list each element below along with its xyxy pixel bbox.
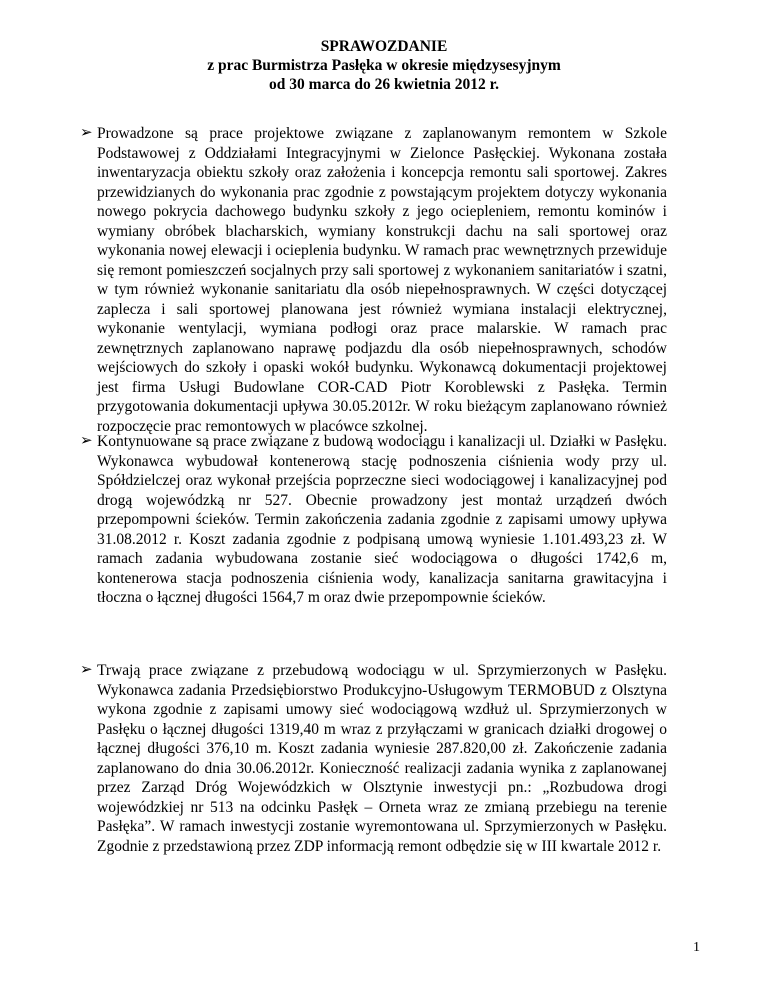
bullet-item <box>80 661 667 856</box>
bullet-item-text: Trwają prace związane z przebudową wodociągu w ul. Sprzymierzonych w Pasłęku. Wykonawca zadania Przedsiębiorstwo Produkcyjno-Usługowym TERMOBUD z Olsztyna wykona zgodnie z zapisami umowy sieć wodociągową wzdłuż ul. Sprzymierzonych w Pasłęku o łącznej długości 1319,40 m wraz z przyłączami w granicach działki drogowej o łącznej długości 376,10 m. Koszt zadania wyniesie 287.820,00 zł. Zakończenie zadania zaplanowano do dnia 30.06.2012r. Konieczność realizacji zadania wynika z zaplanowanej przez Zarząd Dróg Wojewódzkich w Olsztynie inwestycji pn.: „Rozbudowa drogi wojewódzkiej nr 513 na odcinku Pasłęk – Orneta wraz ze zmianą przebiegu na terenie Pasłęka”. W ramach inwestycji zostanie wyremontowana ul. Sprzymierzonych w Pasłęku. Zgodnie z przedstawioną przez ZDP informacją remont odbędzie się w III kwartale 2012 r. <box>97 662 667 855</box>
arrow-bullet-icon: ➢ <box>80 433 93 449</box>
arrow-bullet-icon: ➢ <box>80 662 93 678</box>
report-header <box>0 37 768 94</box>
bullet-item-text: Prowadzone są prace projektowe związane z zaplanowanym remontem w Szkole Podstawowej z Oddziałami Integracyjnymi w Zielonce Pasłęckiej. Wykonana została inwentaryzacja obiektu szkoły oraz założenia i koncepcja remontu sali sportowej. Zakres przewidzianych do wykonania prac zgodnie z powstającym projektem dotyczy wykonania nowego pokrycia dachowego budynku szkoły z jego ociepleniem, remontu kominów i wymiany obróbek blacharskich, wymiany konstrukcji dachu na sali sportowej oraz wykonania nowej elewacji i ocieplenia budynku. W ramach prac wewnętrznych przewiduje się remont pomieszczeń socjalnych przy sali sportowej z wykonaniem sanitariatów i szatni, w tym również wykonanie sanitariatu dla osób niepełnosprawnych. W części dotyczącej zaplecza i sali sportowej planowana jest również wymiana instalacji elektrycznej, wykonanie wentylacji, wymiana podłogi oraz prace malarskie. W ramach prac zewnętrznych zaplanowano naprawę podjazdu dla osób niepełnosprawnych, schodów wejściowych do szkoły i opaski wokół budynku. Wykonawcą dokumentacji projektowej jest firma Usługi Budowlane COR-CAD Piotr Koroblewski z Pasłęka. Termin przygotowania dokumentacji upływa 30.05.2012r. W roku bieżącym zaplanowano również rozpoczęcie prac remontowych w placówce szkolnej. <box>97 125 667 435</box>
bullet-item <box>80 432 667 608</box>
page-number: 1 <box>693 940 700 955</box>
report-subtitle: z prac Burmistrza Pasłęka w okresie międzysesyjnym <box>207 57 561 74</box>
report-title: SPRAWOZDANIE <box>320 38 448 55</box>
arrow-bullet-icon: ➢ <box>80 125 93 141</box>
report-period: od 30 marca do 26 kwietnia 2012 r. <box>269 76 499 93</box>
bullet-item-text: Kontynuowane są prace związane z budową wodociągu i kanalizacji ul. Działki w Pasłęku. Wykonawca wybudował kontenerową stację podnoszenia ciśnienia wody przy ul. Spółdzielczej oraz wykonał przejścia poprzeczne sieci wodociągowej i kanalizacyjnej pod drogą wojewódzką nr 527. Obecnie prowadzony jest montaż urządzeń dwóch przepompowni ścieków. Termin zakończenia zadania zgodnie z zapisami umowy upływa 31.08.2012 r. Koszt zadania zgodnie z podpisaną umową wyniesie 1.101.493,23 zł. W ramach zadania wybudowana zostanie sieć wodociągowa o długości 1742,6 m, kontenerowa stacja podnoszenia ciśnienia wody, kanalizacja sanitarna grawitacyjna i tłoczna o łącznej długości 1564,7 m oraz dwie przepompownie ścieków. <box>97 433 667 606</box>
bullet-item <box>80 124 667 436</box>
